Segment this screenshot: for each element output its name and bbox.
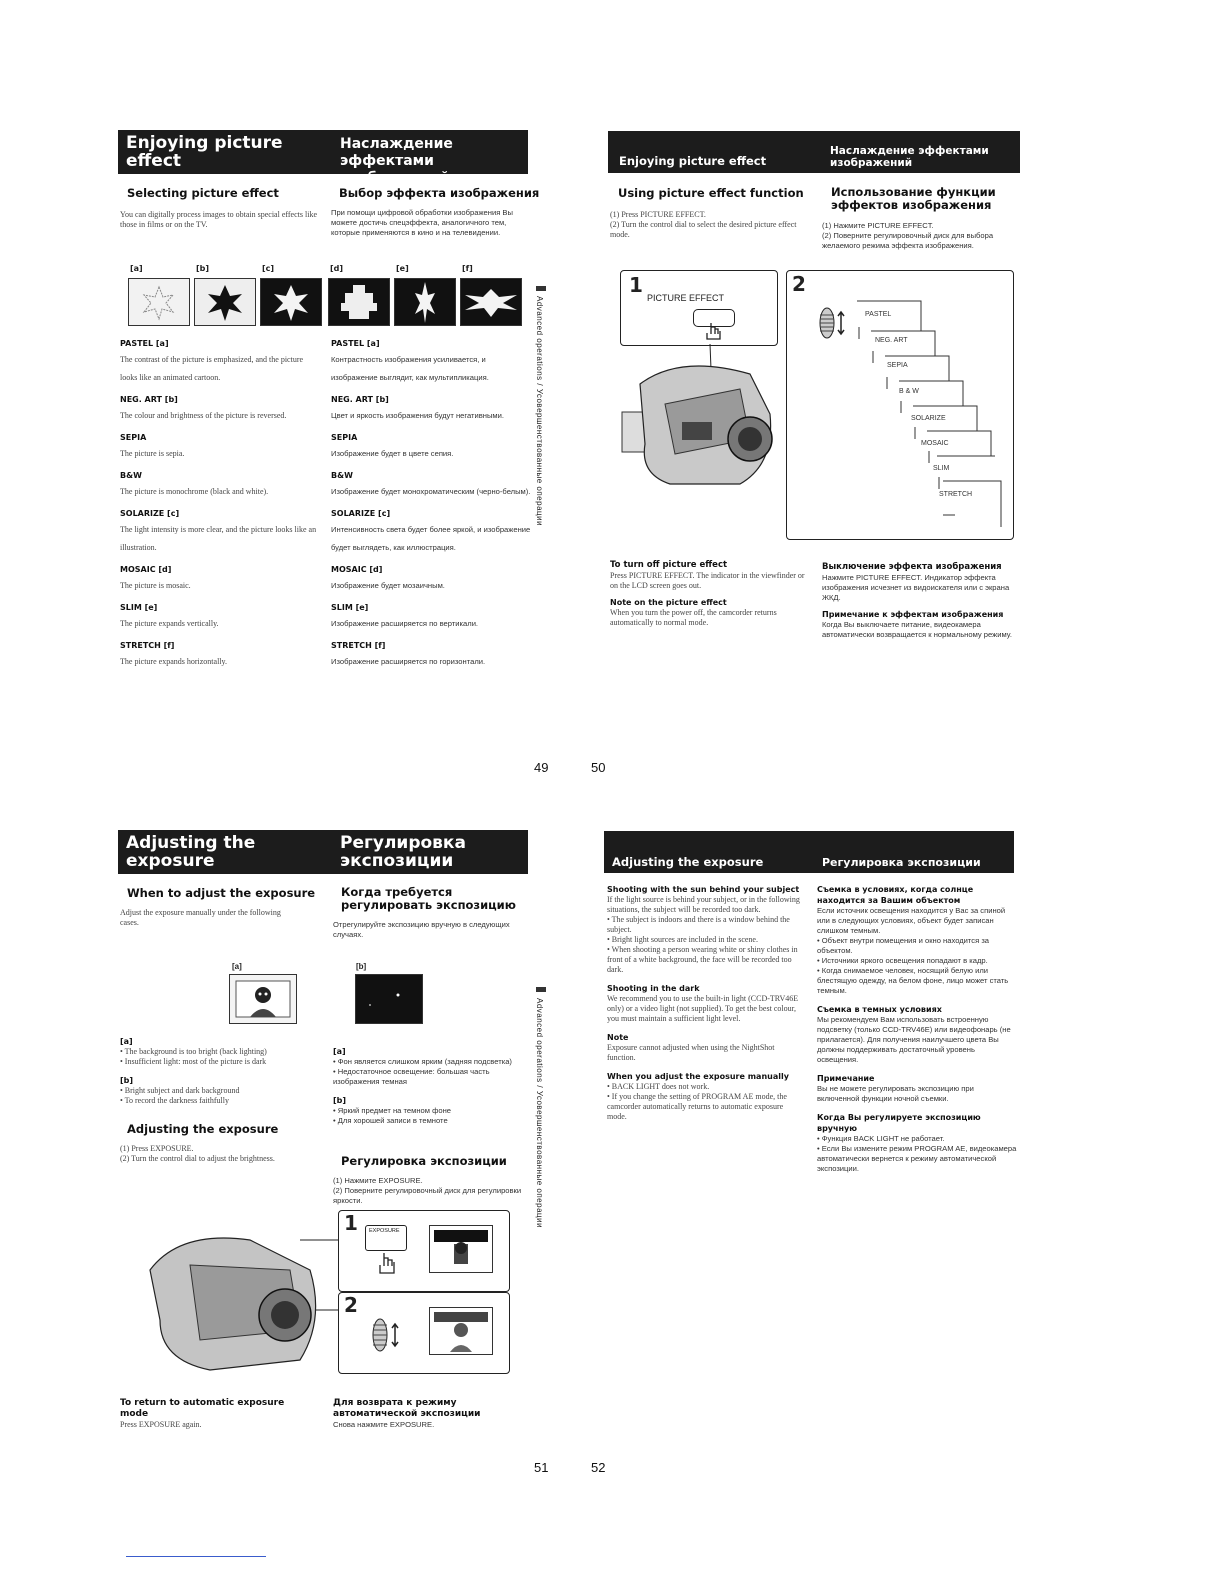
p50-title-banner bbox=[608, 131, 1020, 173]
effect-text: Интенсивность света будет более яркой, и изображение будет выглядеть, как иллюстрация. bbox=[331, 525, 531, 552]
return-text: Снова нажмите EXPOSURE. bbox=[333, 1420, 435, 1429]
case-item: • Insufficient light: most of the picture is dark bbox=[120, 1057, 267, 1066]
footnote-rule bbox=[126, 1556, 266, 1557]
effect-heading: PASTEL [a] bbox=[331, 339, 380, 348]
step: (2) Turn the control dial to select the desired picture effect mode. bbox=[610, 220, 797, 239]
effect-heading: PASTEL [a] bbox=[120, 339, 169, 348]
figure-label-a: [a] bbox=[232, 962, 242, 971]
control-dial-icon[interactable] bbox=[817, 305, 847, 341]
effect-heading: MOSAIC [d] bbox=[331, 565, 383, 574]
press-hand-icon bbox=[375, 1251, 399, 1275]
page-number-49: 49 bbox=[534, 760, 549, 775]
case-item: • The background is too bright (back lighting) bbox=[120, 1047, 267, 1056]
thumb-neg-art-image bbox=[194, 278, 256, 326]
p50-steps-en bbox=[610, 210, 805, 240]
figure-label-b: [b] bbox=[356, 962, 367, 971]
press-hand-icon bbox=[703, 321, 725, 341]
step: (2) Поверните регулировочный диск для выбора желаемого режима эффекта изображения. bbox=[822, 231, 994, 250]
effect-text: The picture is monochrome (black and white). bbox=[120, 487, 269, 496]
step: (1) Press PICTURE EFFECT. bbox=[610, 210, 706, 219]
p51-steps-ru bbox=[333, 1176, 528, 1206]
p51-subheading-en: When to adjust the exposure bbox=[127, 886, 316, 900]
thumb-label-d: [d] bbox=[330, 264, 344, 273]
section-heading: Shooting with the sun behind your subject bbox=[607, 885, 800, 894]
effect-text: Контрастность изображения усиливается, и изображение выглядит, как мультипликация. bbox=[331, 355, 489, 382]
exposure-button[interactable] bbox=[365, 1225, 407, 1251]
effect-heading: STRETCH [f] bbox=[331, 641, 386, 650]
case-item: • Для хорошей записи в темноте bbox=[333, 1116, 448, 1125]
turn-off-heading: To turn off picture effect bbox=[610, 560, 728, 570]
case-heading: [b] bbox=[120, 1076, 134, 1085]
p51-figure-1 bbox=[338, 1210, 510, 1292]
case-item: • To record the darkness faithfully bbox=[120, 1096, 229, 1105]
p50-title-en: Enjoying picture effect bbox=[619, 154, 767, 168]
menu-item-bw[interactable]: B & W bbox=[899, 388, 919, 395]
section-text: Вы не можете регулировать экспозицию при включенной функции ночной съемки. bbox=[817, 1084, 974, 1103]
note-heading: Note on the picture effect bbox=[610, 598, 727, 607]
effect-text: Изображение будет в цвете сепия. bbox=[331, 449, 454, 458]
p51-side-marker bbox=[536, 987, 546, 992]
p49-subheading-en: Selecting picture effect bbox=[127, 186, 279, 200]
p52-column-ru bbox=[817, 884, 1017, 1174]
section-heading: When you adjust the exposure manually bbox=[607, 1072, 789, 1081]
p51-title-banner bbox=[118, 830, 528, 874]
p50-figure-1 bbox=[620, 270, 778, 346]
section-item: • When shooting a person wearing white or shiny clothes in front of a white background, the face will be recorded too dark. bbox=[607, 945, 798, 974]
section-item: • BACK LIGHT does not work. bbox=[607, 1082, 710, 1091]
effect-text: Цвет и яркость изображения будут негативными. bbox=[331, 411, 504, 420]
p49-subheading-ru: Выбор эффекта изображения bbox=[339, 186, 540, 200]
thumb-label-c: [c] bbox=[262, 264, 275, 273]
p52-title-en: Adjusting the exposure bbox=[612, 855, 764, 869]
case-item: • Яркий предмет на темном фоне bbox=[333, 1106, 451, 1115]
note-heading: Примечание к эффектам изображения bbox=[822, 610, 1004, 619]
section-item: • The subject is indoors and there is a window behind the subject. bbox=[607, 915, 790, 934]
effect-heading: SOLARIZE [c] bbox=[331, 509, 391, 518]
section-heading: Примечание bbox=[817, 1074, 875, 1083]
menu-item-solarize[interactable]: SOLARIZE bbox=[911, 415, 946, 422]
section-item: • Функция BACK LIGHT не работает. bbox=[817, 1134, 945, 1143]
p50-steps-ru bbox=[822, 221, 1017, 251]
p52-title-ru: Регулировка экспозиции bbox=[822, 856, 981, 869]
p51-intro-ru: Отрегулируйте экспозицию вручную в следующих случаях. bbox=[333, 920, 510, 939]
p49-title-banner bbox=[118, 130, 528, 186]
p50-figure-2 bbox=[786, 270, 1014, 540]
p49-title-en: Enjoying picture effect bbox=[126, 133, 283, 171]
thumb-label-a: [a] bbox=[130, 264, 143, 273]
p50-subheading-ru: Использование функции эффектов изображения bbox=[831, 185, 996, 212]
effect-heading: SLIM [e] bbox=[120, 603, 158, 612]
p51-title-en: Adjusting the exposure bbox=[126, 833, 256, 871]
thumb-label-e: [e] bbox=[396, 264, 409, 273]
menu-item-sepia[interactable]: SEPIA bbox=[887, 362, 908, 369]
p49-side-label: Advanced operations / Усовершенствованные операции bbox=[535, 296, 544, 527]
effect-heading: B&W bbox=[331, 471, 353, 480]
effect-heading: NEG. ART [b] bbox=[120, 395, 178, 404]
p50-camcorder-illustration bbox=[620, 344, 780, 504]
thumb-solarize-image bbox=[260, 278, 322, 326]
p51-side-label: Advanced operations / Усовершенствованные операции bbox=[535, 998, 544, 1229]
p50-title-ru: Наслаждение эффектами изображений bbox=[830, 145, 989, 169]
turn-off-text: Press PICTURE EFFECT. The indicator in the viewfinder or on the LCD screen goes out. bbox=[610, 571, 805, 590]
section-text: Exposure cannot adjusted when using the NightShot function. bbox=[607, 1043, 775, 1062]
section-text: If the light source is behind your subject, or in the following situations, the subject will be recorded too dark. bbox=[607, 895, 800, 914]
case-item: • Фон является слишком ярким (задняя подсветка) bbox=[333, 1057, 512, 1066]
page-number-51: 51 bbox=[534, 1460, 549, 1475]
section-item: • If you change the setting of PROGRAM AE mode, the camcorder automatically returns to automatic exposure mode. bbox=[607, 1092, 787, 1121]
effect-heading: NEG. ART [b] bbox=[331, 395, 389, 404]
effect-heading: SEPIA bbox=[331, 433, 358, 442]
effect-text: The picture expands horizontally. bbox=[120, 657, 227, 666]
effect-text: The picture expands vertically. bbox=[120, 619, 219, 628]
p51-figure-2 bbox=[338, 1292, 510, 1374]
p51-cases-ru bbox=[333, 1046, 528, 1126]
p51-adjust-heading-ru: Регулировка экспозиции bbox=[341, 1154, 507, 1168]
step: (2) Turn the control dial to adjust the brightness. bbox=[120, 1154, 275, 1163]
menu-item-slim[interactable]: SLIM bbox=[933, 465, 950, 472]
page-number-50: 50 bbox=[591, 760, 606, 775]
menu-frame-lines bbox=[847, 291, 1007, 531]
section-heading: Когда Вы регулируете экспозицию вручную bbox=[817, 1113, 981, 1133]
effect-heading: SEPIA bbox=[120, 433, 147, 442]
p51-return-en bbox=[120, 1398, 310, 1430]
section-text: Мы рекомендуем Вам использовать встроенную подсветку (только CCD-TRV46E) или видеофонарь (не прилагается). Для получения наилучшего цвета Вы должны поддерживать достаточный уровень освещения. bbox=[817, 1015, 1011, 1064]
section-heading: Съемка в темных условиях bbox=[817, 1005, 942, 1014]
figure-step-number: 2 bbox=[344, 1293, 358, 1317]
figure-step-number: 1 bbox=[629, 273, 643, 297]
section-item: • Если Вы измените режим PROGRAM AE, видеокамера автоматически вернется к режиму автоматической экспозиции. bbox=[817, 1144, 1017, 1173]
section-item: • Bright light sources are included in the scene. bbox=[607, 935, 758, 944]
p51-camcorder-illustration bbox=[140, 1210, 340, 1380]
control-dial-icon[interactable] bbox=[369, 1315, 401, 1355]
menu-item-neg-art[interactable]: NEG. ART bbox=[875, 337, 908, 344]
effect-heading: SOLARIZE [c] bbox=[120, 509, 180, 518]
picture-effect-label: PICTURE EFFECT bbox=[647, 293, 725, 303]
p51-steps-en bbox=[120, 1144, 320, 1164]
section-item: • Объект внутри помещения и окно находится за объектом. bbox=[817, 936, 990, 955]
figure-step-number: 2 bbox=[792, 272, 806, 296]
step: (1) Нажмите EXPOSURE. bbox=[333, 1176, 423, 1185]
return-heading: To return to automatic exposure mode bbox=[120, 1398, 285, 1419]
p49-thumb-labels bbox=[0, 264, 1224, 276]
exposure-preview-image bbox=[429, 1225, 493, 1273]
effect-text: The light intensity is more clear, and the picture looks like an illustration. bbox=[120, 525, 317, 552]
p51-return-ru bbox=[333, 1398, 523, 1430]
return-text: Press EXPOSURE again. bbox=[120, 1420, 202, 1429]
thumb-mosaic-image bbox=[328, 278, 390, 326]
p50-turn-off-en bbox=[610, 560, 805, 628]
step: (1) Press EXPOSURE. bbox=[120, 1144, 194, 1153]
case-item: • Bright subject and dark background bbox=[120, 1086, 240, 1095]
section-text: Если источник освещения находится у Вас за спиной или в следующих условиях, объект будет записан слишком темным. bbox=[817, 906, 1006, 935]
effect-heading: STRETCH [f] bbox=[120, 641, 175, 650]
menu-item-stretch[interactable]: STRETCH bbox=[939, 491, 973, 498]
effect-text: The picture is mosaic. bbox=[120, 581, 191, 590]
thumb-label-b: [b] bbox=[196, 264, 210, 273]
p51-cases-en bbox=[120, 1036, 320, 1106]
menu-item-mosaic[interactable]: MOSAIC bbox=[921, 440, 949, 447]
p49-effects-ru bbox=[331, 338, 531, 678]
return-heading: Для возврата к режиму автоматической экспозиции bbox=[333, 1398, 481, 1419]
thumb-label-f: [f] bbox=[462, 264, 473, 273]
effect-text: Изображение расширяется по вертикали. bbox=[331, 619, 479, 628]
exposure-button-label: EXPOSURE bbox=[369, 1228, 400, 1234]
menu-item-pastel[interactable]: PASTEL bbox=[865, 311, 892, 318]
effect-text: Изображение будет мозаичным. bbox=[331, 581, 445, 590]
note-text: Когда Вы выключаете питание, видеокамера автоматически возвращается к нормальному режиму. bbox=[822, 620, 1012, 639]
step: (2) Поверните регулировочный диск для регулировки яркости. bbox=[333, 1186, 522, 1205]
case-heading: [b] bbox=[333, 1096, 347, 1105]
p50-subheading-en: Using picture effect function bbox=[618, 186, 804, 200]
p52-column-en bbox=[607, 884, 802, 1122]
exposure-adjusted-preview-image bbox=[429, 1307, 493, 1355]
section-heading: Shooting in the dark bbox=[607, 984, 700, 993]
effect-heading: SLIM [e] bbox=[331, 603, 369, 612]
case-heading: [a] bbox=[333, 1047, 346, 1056]
thumb-slim-image bbox=[394, 278, 456, 326]
page-number-52: 52 bbox=[591, 1460, 606, 1475]
backlit-portrait-image bbox=[229, 974, 297, 1024]
case-item: • Недостаточное освещение: большая часть изображения темная bbox=[333, 1067, 490, 1086]
p51-intro-en: Adjust the exposure manually under the following cases. bbox=[120, 908, 281, 927]
section-heading: Съемка в условиях, когда солнце находится за Вашим объектом bbox=[817, 885, 974, 905]
effect-text: Изображение расширяется по горизонтали. bbox=[331, 657, 486, 666]
thumb-stretch-image bbox=[460, 278, 522, 326]
section-text: We recommend you to use the built-in light (CCD-TRV46E only) or a video light (not supplied). To get the best colour, you must maintain a sufficient light level. bbox=[607, 994, 799, 1023]
p49-effects-en bbox=[120, 338, 320, 678]
p50-turn-off-ru bbox=[822, 562, 1022, 640]
p51-adjust-heading-en: Adjusting the exposure bbox=[127, 1122, 279, 1136]
section-item: • Когда снимаемое человек, носящий белую или блестящую одежду, на белом фоне, лицо может стать темным. bbox=[817, 966, 1009, 995]
dark-scene-image bbox=[355, 974, 423, 1024]
p49-side-marker bbox=[536, 286, 546, 291]
effect-text: Изображение будет монохроматическим (черно-белым). bbox=[331, 487, 531, 496]
p52-title-banner bbox=[604, 831, 1014, 873]
effect-text: The picture is sepia. bbox=[120, 449, 185, 458]
p49-intro-en: You can digitally process images to obtain special effects like those in films or on the TV. bbox=[120, 210, 317, 229]
section-heading: Note bbox=[607, 1033, 629, 1042]
turn-off-text: Нажмите PICTURE EFFECT. Индикатор эффекта изображения исчезнет из видоискателя или с экрана ЖКД. bbox=[822, 573, 1010, 602]
effect-heading: B&W bbox=[120, 471, 142, 480]
effect-text: The contrast of the picture is emphasized, and the picture looks like an animated cartoon. bbox=[120, 355, 304, 382]
note-text: When you turn the power off, the camcorder returns automatically to normal mode. bbox=[610, 608, 777, 627]
p51-subheading-ru: Когда требуется регулировать экспозицию bbox=[341, 885, 516, 912]
case-heading: [a] bbox=[120, 1037, 133, 1046]
thumb-pastel-image bbox=[128, 278, 190, 326]
step: (1) Нажмите PICTURE EFFECT. bbox=[822, 221, 934, 230]
effect-heading: MOSAIC [d] bbox=[120, 565, 172, 574]
section-item: • Источники яркого освещения попадают в кадр. bbox=[817, 956, 988, 965]
effect-text: The colour and brightness of the picture is reversed. bbox=[120, 411, 287, 420]
turn-off-heading: Выключение эффекта изображения bbox=[822, 562, 1002, 572]
p49-intro-ru: При помощи цифровой обработки изображения Вы можете достичь спецэффекта, аналогичного тем, которые применяются в кино и на телевидении. bbox=[331, 208, 513, 237]
p49-title-ru: Наслаждение эффектами изображений bbox=[340, 136, 453, 186]
p51-title-ru: Регулировка экспозиции bbox=[340, 833, 466, 871]
figure-step-number: 1 bbox=[344, 1211, 358, 1235]
